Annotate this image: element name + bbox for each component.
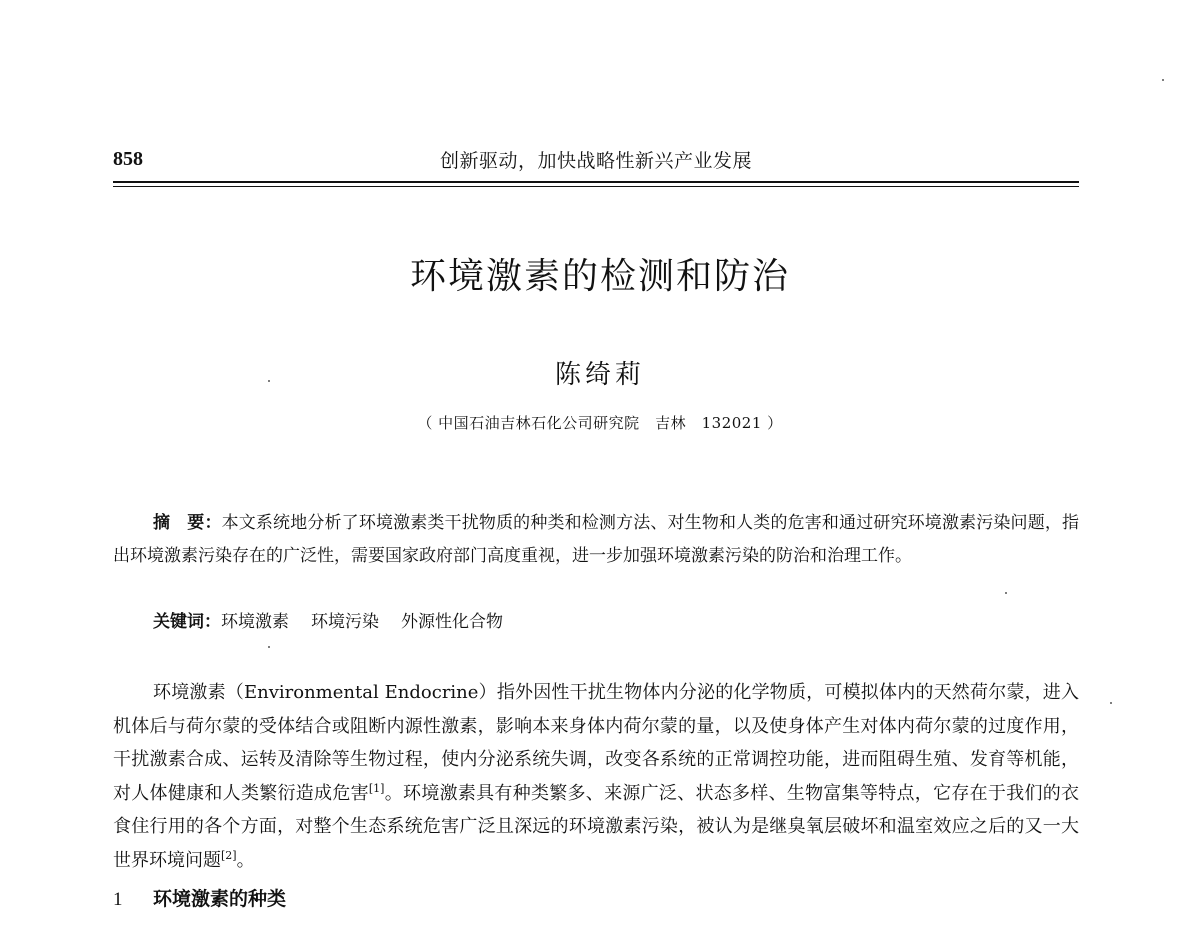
keywords-line (153, 606, 525, 639)
section-number: 1 (113, 889, 123, 910)
keywords-label: 关键词： (153, 612, 221, 632)
abstract-paragraph (113, 507, 1079, 573)
keyword-item: 环境污染 (311, 612, 379, 632)
keyword-item: 外源性化合物 (401, 612, 503, 632)
abstract-text: 本文系统地分析了环境激素类干扰物质的种类和检测方法、对生物和人类的危害和通过研究环境激素污染问题，指出环境激素污染存在的广泛性，需要国家政府部门高度重视，进一步加强环境激素污染的防治和治理工作。 (113, 513, 1080, 566)
intro-paragraph (113, 676, 1079, 877)
abstract-label: 摘 要： (153, 513, 222, 533)
section-heading (113, 884, 286, 911)
scan-speck (268, 646, 270, 648)
article-title: 环境激素的检测和防治 (409, 256, 790, 297)
keyword-item: 环境激素 (221, 612, 289, 632)
header-rule-thick (113, 181, 1079, 183)
running-title: 创新驱动，加快战略性新兴产业发展 (439, 150, 752, 172)
header-rule-thin (113, 186, 1079, 187)
page-number: 858 (113, 148, 143, 170)
author-name: 陈绮莉 (554, 360, 645, 390)
citation-ref-1: [1] (368, 781, 385, 795)
running-header (113, 146, 1079, 180)
scan-speck (1110, 702, 1112, 704)
intro-text-part1: 环境激素（Environmental Endocrine）指外因性干扰生物体内分泌的化学物质，可模拟体内的天然荷尔蒙，进入机体后与荷尔蒙的受体结合或阻断内源性激素，影响本来身体内荷尔蒙的量，以及使身体产生对体内荷尔蒙的过度作用，干扰激素合成、运转及清除等生物过程，使内分泌系统失调，改变各系统的正常调控功能，进而阻碍生殖、发育等机能，对人体健康和人类繁衍造成危害 (113, 682, 1079, 804)
intro-text-part2: 。环境激素具有种类繁多、来源广泛、状态多样、生物富集等特点，它存在于我们的衣食住行用的各个方面，对整个生态系统危害广泛且深远的环境激素污染，被认为是继臭氧层破坏和温室效应之后的又一大世界环境问题 (113, 782, 1080, 871)
author-affiliation: （ 中国石油吉林石化公司研究院 吉林 132021 ） (417, 414, 783, 432)
scan-speck (1005, 592, 1007, 594)
scan-speck (268, 380, 270, 382)
section-title: 环境激素的种类 (153, 888, 287, 910)
citation-ref-2: [2] (221, 848, 237, 862)
intro-text-part3: 。 (236, 849, 255, 871)
scan-speck (1162, 79, 1164, 81)
